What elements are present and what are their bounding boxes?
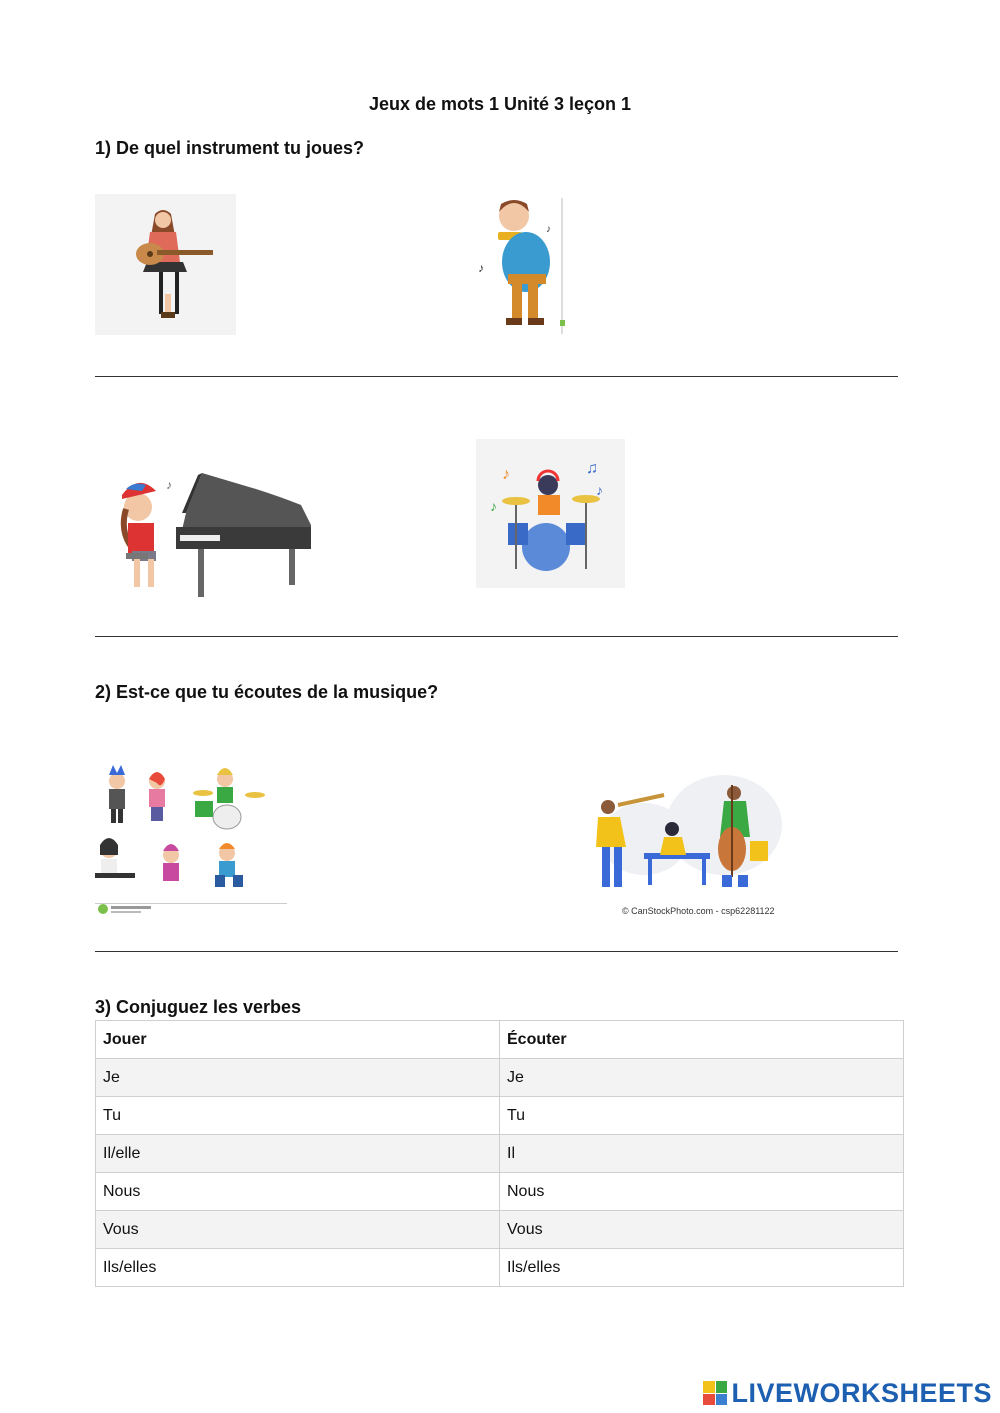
jouer-cell[interactable]: Tu: [96, 1097, 500, 1135]
table-row: [96, 1211, 904, 1249]
table-row: [96, 1097, 904, 1135]
ecouter-cell[interactable]: Je: [500, 1059, 904, 1097]
table-row: [96, 1135, 904, 1173]
guitar-girl-image: [95, 194, 236, 335]
ecouter-cell[interactable]: Tu: [500, 1097, 904, 1135]
svg-text:♫: ♫: [586, 460, 598, 477]
table-header-row: [96, 1021, 904, 1059]
svg-text:♪: ♪: [546, 224, 551, 235]
ecouter-cell[interactable]: Vous: [500, 1211, 904, 1249]
table-row: [96, 1173, 904, 1211]
drummer-image: [476, 439, 625, 588]
header-jouer: Jouer: [96, 1021, 500, 1059]
svg-text:♪: ♪: [490, 498, 497, 514]
svg-text:♪: ♪: [166, 478, 172, 492]
conjugation-table: [95, 1020, 904, 1287]
ecouter-cell[interactable]: Il: [500, 1135, 904, 1173]
svg-text:♪: ♪: [596, 482, 603, 498]
ecouter-cell[interactable]: Nous: [500, 1173, 904, 1211]
liveworksheets-logo: [703, 1378, 992, 1408]
jouer-cell[interactable]: Ils/elles: [96, 1249, 500, 1287]
jazz-trio-image: [584, 765, 786, 893]
svg-text:♪: ♪: [502, 466, 510, 483]
kids-band-image: [95, 765, 287, 915]
logo-mark-icon: [703, 1381, 727, 1405]
answer-line-3[interactable]: [95, 951, 898, 952]
jouer-cell[interactable]: Il/elle: [96, 1135, 500, 1173]
harmonica-man-image: [472, 194, 572, 334]
table-row: [96, 1249, 904, 1287]
table-row: [96, 1059, 904, 1097]
answer-line-2[interactable]: [95, 636, 898, 637]
image-credit: © CanStockPhoto.com - csp62281122: [622, 906, 775, 916]
piano-girl-image: [106, 465, 316, 600]
question-2: 2) Est-ce que tu écoutes de la musique?: [95, 682, 439, 702]
svg-text:♪: ♪: [478, 261, 484, 275]
page-title: Jeux de mots 1 Unité 3 leçon 1: [368, 94, 632, 114]
ecouter-cell[interactable]: Ils/elles: [500, 1249, 904, 1287]
header-ecouter: Écouter: [500, 1021, 904, 1059]
jouer-cell[interactable]: Nous: [96, 1173, 500, 1211]
question-3: 3) Conjuguez les verbes: [95, 997, 302, 1017]
jouer-cell[interactable]: Vous: [96, 1211, 500, 1249]
jouer-cell[interactable]: Je: [96, 1059, 500, 1097]
question-1: 1) De quel instrument tu joues?: [95, 138, 365, 158]
logo-text: LIVEWORKSHEETS: [731, 1377, 992, 1408]
answer-line-1[interactable]: [95, 376, 898, 377]
